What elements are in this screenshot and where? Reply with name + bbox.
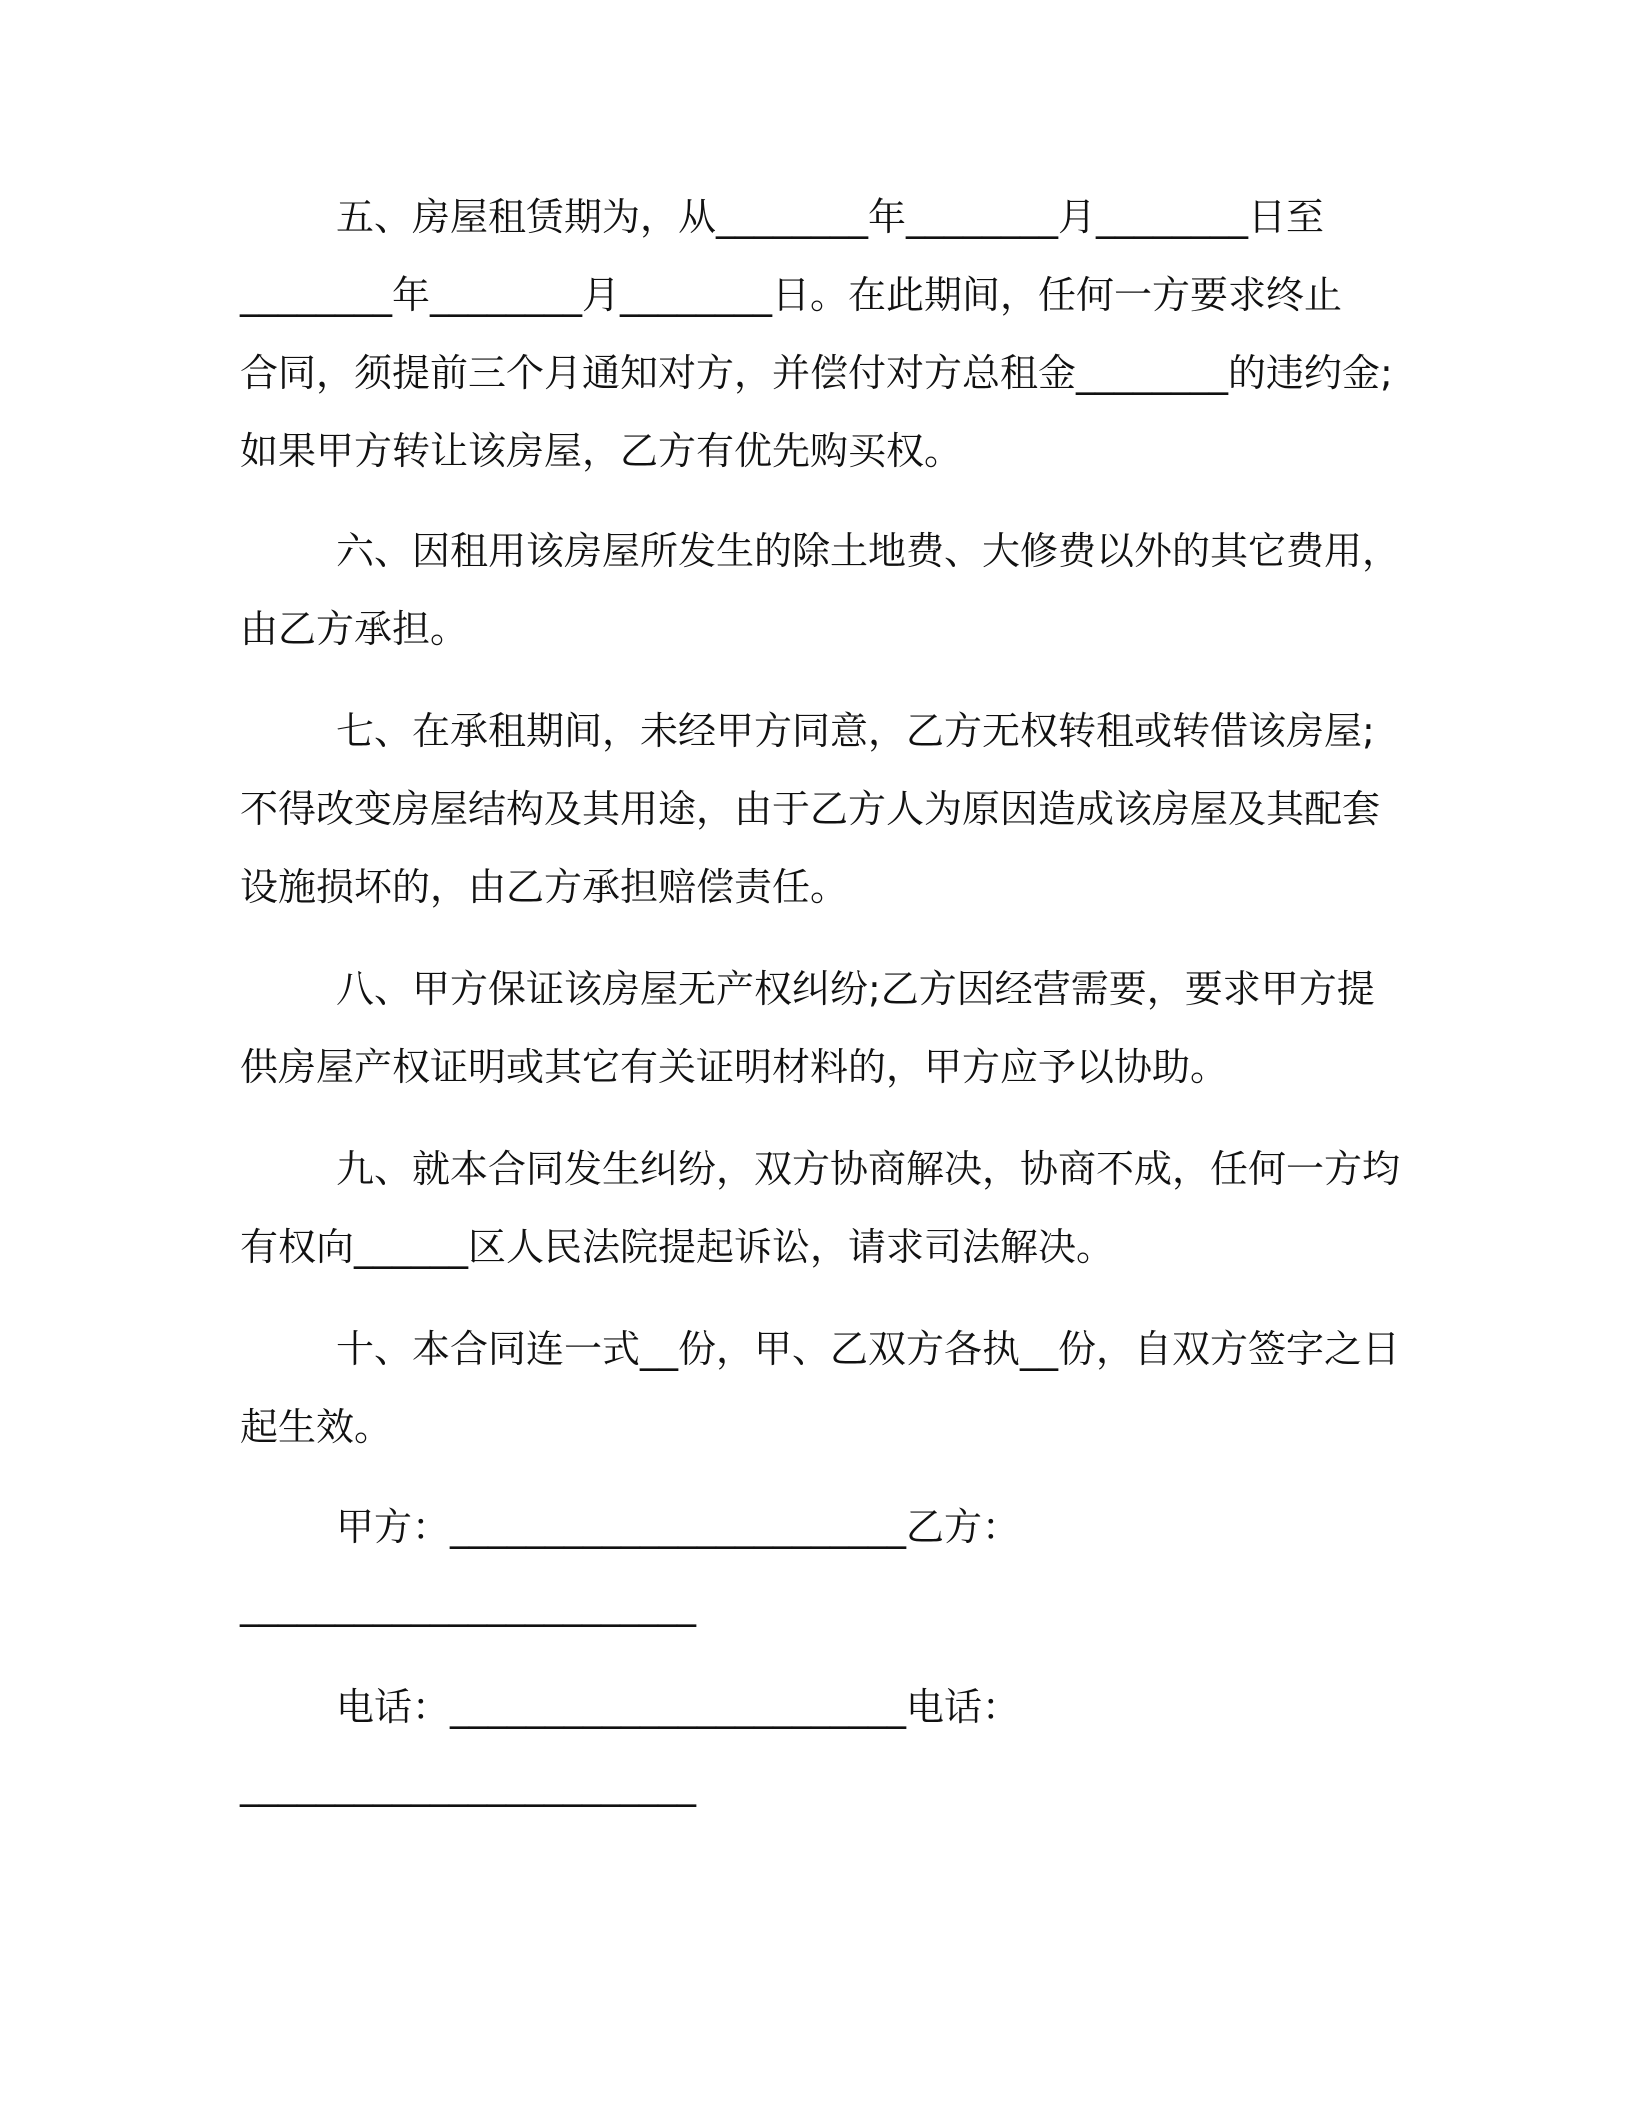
party-b-signature-blank: ________________________ — [240, 1583, 696, 1627]
clause-7 — [240, 692, 1410, 926]
clause-6 — [240, 512, 1410, 668]
clause-5 — [240, 178, 1410, 490]
clause-5-line-3: 合同，须提前三个月通知对方，并偿付对方总租金________的违约金; — [240, 351, 1393, 395]
clause-5-line-2: ________年________月________日。在此期间，任何一方要求终止 — [240, 273, 1343, 317]
clause-9 — [240, 1130, 1410, 1286]
clause-5-line-4: 如果甲方转让该房屋，乙方有优先购买权。 — [240, 429, 963, 473]
clause-10 — [240, 1310, 1410, 1466]
party-b-phone-blank: ________________________ — [240, 1763, 696, 1807]
clause-8-line-2: 供房屋产权证明或其它有关证明材料的，甲方应予以协助。 — [240, 1045, 1229, 1089]
party-signature-line: 甲方：________________________乙方： — [336, 1505, 1021, 1549]
clause-6-line-2: 由乙方承担。 — [240, 607, 469, 651]
clause-9-line-1: 九、就本合同发生纠纷，双方协商解决，协商不成，任何一方均 — [336, 1147, 1401, 1191]
clause-9-line-2: 有权向______区人民法院提起诉讼，请求司法解决。 — [240, 1225, 1115, 1269]
phone-line: 电话：________________________电话： — [336, 1685, 1021, 1729]
clause-8 — [240, 950, 1410, 1106]
clause-7-line-2: 不得改变房屋结构及其用途，由于乙方人为原因造成该房屋及其配套 — [240, 787, 1381, 831]
clause-6-line-1: 六、因租用该房屋所发生的除土地费、大修费以外的其它费用， — [336, 529, 1401, 573]
clause-10-line-1: 十、本合同连一式__份，甲、乙双方各执__份，自双方签字之日 — [336, 1327, 1401, 1371]
clause-5-line-1: 五、房屋租赁期为，从________年________月________日至 — [336, 195, 1325, 239]
clause-7-line-1: 七、在承租期间，未经甲方同意，乙方无权转租或转借该房屋; — [336, 709, 1375, 753]
clause-7-line-3: 设施损坏的，由乙方承担赔偿责任。 — [240, 865, 849, 909]
clause-8-line-1: 八、甲方保证该房屋无产权纠纷;乙方因经营需要，要求甲方提 — [336, 967, 1375, 1011]
clause-10-line-2: 起生效。 — [240, 1405, 393, 1449]
